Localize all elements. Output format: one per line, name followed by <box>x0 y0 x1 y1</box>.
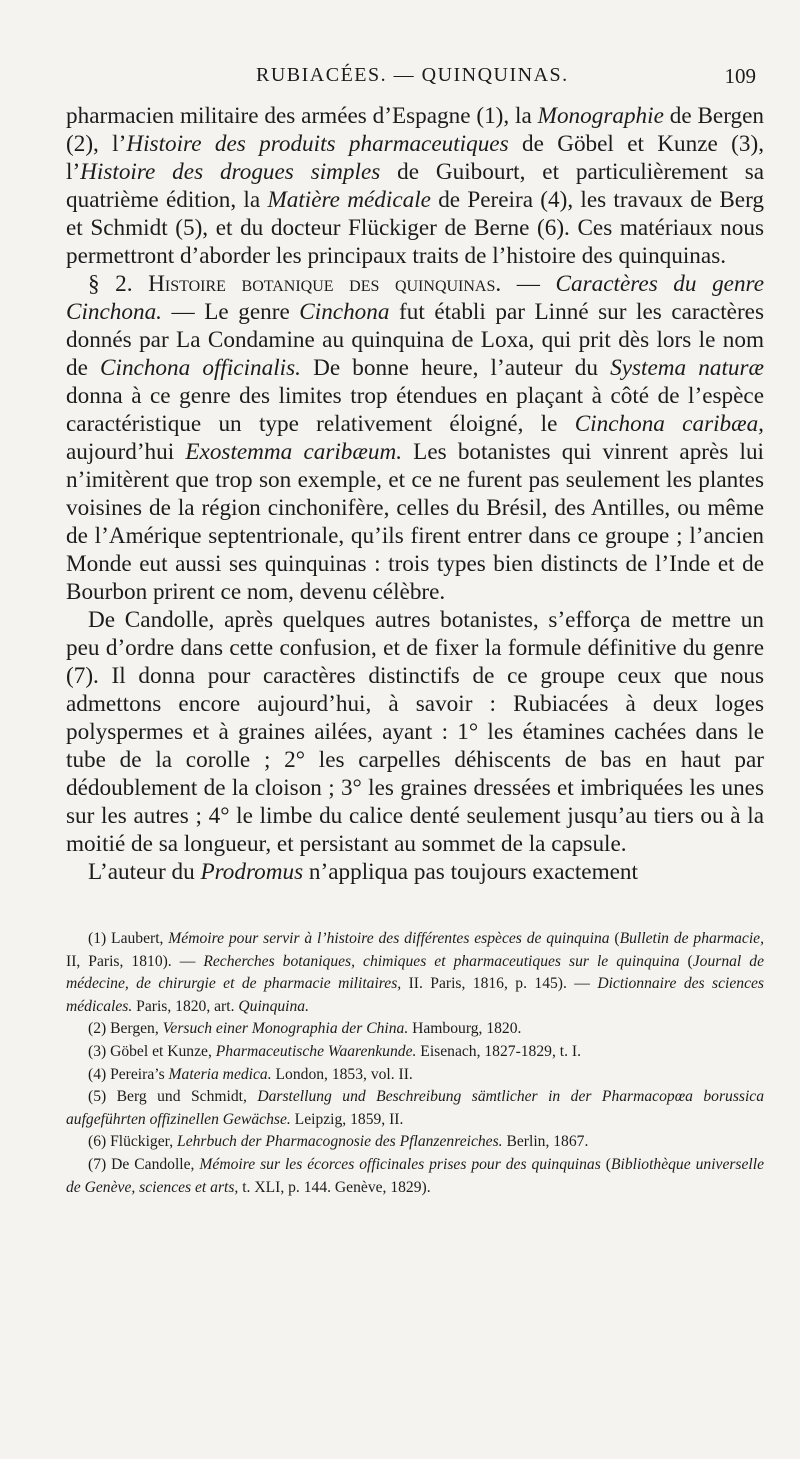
page-header <box>66 62 764 102</box>
text-run: (1) Laubert, <box>88 930 169 947</box>
italic-title: Versuch einer Monographia der China. <box>162 1020 409 1038</box>
text-run: aujourd’hui <box>66 439 186 465</box>
italic-title: Bibliothèque universelle de Genève, sciences et arts, <box>66 1155 765 1196</box>
main-text <box>66 102 764 886</box>
italic-title: Pharmaceutische Waarenkunde. <box>215 1042 417 1060</box>
italic-title: Darstellung und Beschreibung sämtlicher in der Pharmacopœa borussica aufgeführten offizinellen Gewächse. <box>66 1088 765 1128</box>
text-run: de Pereira (4), les travaux de Berg et Schmidt (5), et du docteur Flückiger de Berne (6). Ces matériaux nous permettront d’aborder les principaux traits de l’histoire des quinquinas. <box>66 187 764 269</box>
text-run: n’appliqua pas toujours exactement <box>303 859 638 885</box>
footnote-2 <box>66 1018 764 1041</box>
section-heading: Histoire botanique des quinquinas. <box>148 271 502 297</box>
italic-title: Histoire des produits pharmaceutiques <box>126 131 509 157</box>
paragraph-4 <box>66 858 764 886</box>
text-run: de Bergen (2), l’ <box>66 103 764 157</box>
italic-title: Matière médicale <box>267 187 431 213</box>
footnote-4 <box>66 1064 764 1087</box>
section-subheading: Caractères du genre Cinchona. <box>66 271 765 325</box>
text-run: donna à ce genre des limites trop étendues en plaçant à côté de l’espèce caractéristique un type relativement éloigné, le <box>66 383 764 437</box>
italic-title: Bulletin de pharmacie, <box>619 930 764 947</box>
text-run: Les botanistes qui vinrent après lui n’imitèrent que trop son exemple, et ce ne furent pas seulement les plantes voisines de la région cinchonifère, celles du Brésil, des Antilles, ou même de l’Amérique septentrionale, qu’ils firent entrer dans ce groupe ; l’ancien Monde eut aussi ses quinquinas : trois types bien distincts de l’Inde et de Bourbon prirent ce nom, devenu célèbre. <box>66 439 764 605</box>
text-run: (5) Berg und Schmidt, <box>88 1088 258 1106</box>
text-run: II. Paris, 1816, p. 145). — <box>401 975 598 993</box>
section-number: § 2. <box>88 271 149 297</box>
text-run: t. XLI, p. 144. Genève, 1829). <box>238 1178 431 1196</box>
footnotes <box>66 928 764 1199</box>
italic-title: Mémoire pour servir à l’histoire des différentes espèces de quinquina <box>168 930 610 947</box>
italic-title: Dictionnaire des sciences médicales. <box>66 975 764 1015</box>
page-number: 109 <box>724 64 756 88</box>
text-run: ( <box>679 952 693 970</box>
italic-title: Recherches botaniques, chimiques et pharmaceutiques sur le quinquina <box>203 952 680 970</box>
text-run: (7) De Candolle, <box>88 1155 200 1173</box>
footnote-3 <box>66 1041 764 1064</box>
italic-title: Journal de médecine, de chirurgie et de pharmacie militaires, <box>66 952 764 993</box>
text-run: Eisenach, 1827-1829, t. I. <box>416 1042 581 1060</box>
italic-term: Cinchona <box>299 299 390 325</box>
text-run: ( <box>609 930 620 947</box>
text-run: — Le genre <box>161 299 300 325</box>
italic-title: Prodromus <box>200 859 304 885</box>
text-run: II, Paris, 1810). — <box>66 952 204 970</box>
text-run: fut établi par Linné sur les caractères donnés par La Condamine au quinquina de Loxa, qui prit dès lors le nom de <box>66 299 764 381</box>
text-run: ( <box>600 1155 611 1173</box>
italic-title: Quinquina. <box>238 997 309 1015</box>
text-run: de Guibourt, et particulièrement sa quatrième édition, la <box>66 159 765 213</box>
paragraph-1 <box>66 102 764 270</box>
italic-title: Materia medica. <box>168 1065 272 1083</box>
italic-title: Histoire des drogues simples <box>80 159 381 185</box>
text-run: Hambourg, 1820. <box>408 1020 522 1038</box>
footnote-7 <box>66 1154 764 1199</box>
italic-title: Lehrbuch der Pharmacognosie des Pflanzenreiches. <box>177 1133 503 1151</box>
text-run: (2) Bergen, <box>88 1020 163 1038</box>
text-run: L’auteur du <box>88 859 201 885</box>
text-run: (3) Göbel et Kunze, <box>88 1042 216 1060</box>
text-run: pharmacien militaire des armées d’Espagne (1), la <box>66 103 538 129</box>
text-run: de Göbel et Kunze (3), l’ <box>66 131 765 185</box>
italic-title: Mémoire sur les écorces officinales prises pour des quinquinas <box>199 1155 601 1173</box>
italic-term: Exostemma caribæum. <box>185 439 402 465</box>
paragraph-3: De Candolle, après quelques autres botanistes, s’efforça de mettre un peu d’ordre dans cette confusion, et de fixer la formule définitive du genre (7). Il donna pour caractères distinctifs de ce groupe ceux que nous admettons encore aujourd’hui, à savoir : Rubiacées à deux loges polyspermes et à graines ailées, ayant : 1° les étamines cachées dans le tube de la corolle ; 2° les carpelles déhiscents de bas en haut par dédoublement de la cloison ; 3° les graines dressées et imbriquées les unes sur les autres ; 4° le limbe du calice denté seulement jusqu’au tiers ou à la moitié de sa longueur, et persistant au sommet de la capsule. <box>66 607 764 857</box>
text-run: (4) Pereira’s <box>88 1065 169 1083</box>
footnote-5 <box>66 1086 764 1131</box>
text-run: (6) Flückiger, <box>88 1133 178 1151</box>
italic-term: Systema naturæ <box>610 355 764 381</box>
text-run: Berlin, 1867. <box>502 1133 589 1151</box>
running-title: RUBIACÉES. — QUINQUINAS. <box>256 64 569 86</box>
text-run: Leipzig, 1859, II. <box>290 1110 404 1128</box>
italic-term: Cinchona officinalis. <box>100 355 301 381</box>
text-run: London, 1853, vol. II. <box>271 1065 413 1083</box>
italic-title: Monographie <box>537 103 664 129</box>
text-run: De bonne heure, l’auteur du <box>300 355 611 381</box>
text-run: — <box>501 271 556 297</box>
italic-term: Cinchona caribæa, <box>574 411 764 437</box>
footnote-6 <box>66 1131 764 1154</box>
footnote-1 <box>66 928 764 1018</box>
text-run: Paris, 1820, art. <box>132 997 239 1015</box>
paragraph-2 <box>66 270 764 606</box>
